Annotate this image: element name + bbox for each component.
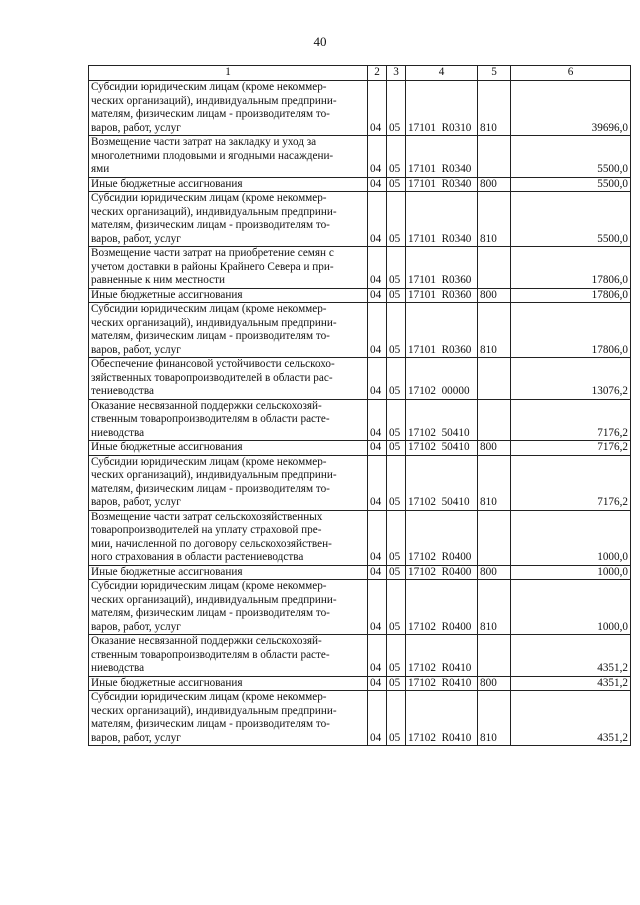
- row-target-code-cell: 17102 R0410: [406, 676, 478, 691]
- row-expense-type-cell: [478, 635, 511, 677]
- row-target-code-cell: 17101 R0360: [406, 247, 478, 289]
- row-section-cell: 04: [368, 691, 387, 746]
- row-name-cell: Субсидии юридическим лицам (кроме некоммер- ческих организаций), индивидуальным предприни- мателям, физическим лицам - производителям то- варов, работ, услуг: [89, 455, 368, 510]
- row-amount-cell: 4351,2: [511, 691, 631, 746]
- row-name-cell: Субсидии юридическим лицам (кроме некоммер- ческих организаций), индивидуальным предприни- мателям, физическим лицам - производителям то- варов, работ, услуг: [89, 691, 368, 746]
- row-expense-type-cell: 810: [478, 81, 511, 136]
- row-section-cell: 04: [368, 676, 387, 691]
- page-number: 40: [313, 34, 327, 49]
- table-row: [89, 247, 631, 289]
- row-name-cell: Обеспечение финансовой устойчивости сельскохо- зяйственных товаропроизводителей в области рас- тениеводства: [89, 358, 368, 400]
- table-row: [89, 177, 631, 192]
- row-expense-type-cell: 800: [478, 441, 511, 456]
- table-row: [89, 399, 631, 441]
- row-expense-type-cell: 810: [478, 192, 511, 247]
- row-target-code-cell: 17101 R0310: [406, 81, 478, 136]
- row-target-code-cell: 17102 R0400: [406, 565, 478, 580]
- table-header-row: [89, 66, 631, 81]
- row-target-code-cell: 17101 R0340: [406, 192, 478, 247]
- row-expense-type-cell: 800: [478, 565, 511, 580]
- row-name-cell: Иные бюджетные ассигнования: [89, 676, 368, 691]
- row-subsection-cell: 05: [387, 136, 406, 178]
- row-section-cell: 04: [368, 510, 387, 565]
- row-name-cell: Субсидии юридическим лицам (кроме некоммер- ческих организаций), индивидуальным предприни- мателям, физическим лицам - производителям то- варов, работ, услуг: [89, 192, 368, 247]
- row-expense-type-cell: [478, 247, 511, 289]
- table-row: [89, 192, 631, 247]
- row-name-cell: Субсидии юридическим лицам (кроме некоммер- ческих организаций), индивидуальным предприни- мателям, физическим лицам - производителям то- варов, работ, услуг: [89, 580, 368, 635]
- table-body: [89, 81, 631, 746]
- row-amount-cell: 17806,0: [511, 247, 631, 289]
- row-section-cell: 04: [368, 635, 387, 677]
- row-expense-type-cell: [478, 510, 511, 565]
- row-subsection-cell: 05: [387, 455, 406, 510]
- row-amount-cell: 1000,0: [511, 580, 631, 635]
- table-row: [89, 81, 631, 136]
- row-section-cell: 04: [368, 247, 387, 289]
- row-subsection-cell: 05: [387, 192, 406, 247]
- row-name-cell: Иные бюджетные ассигнования: [89, 288, 368, 303]
- row-section-cell: 04: [368, 136, 387, 178]
- row-amount-cell: 13076,2: [511, 358, 631, 400]
- row-expense-type-cell: 800: [478, 676, 511, 691]
- row-section-cell: 04: [368, 441, 387, 456]
- row-target-code-cell: 17101 R0340: [406, 177, 478, 192]
- row-amount-cell: 7176,2: [511, 399, 631, 441]
- table-row: [89, 691, 631, 746]
- row-target-code-cell: 17102 R0400: [406, 580, 478, 635]
- row-name-cell: Иные бюджетные ассигнования: [89, 177, 368, 192]
- row-name-cell: Возмещение части затрат на приобретение семян с учетом доставки в районы Крайнего Севера и при- равненные к ним местности: [89, 247, 368, 289]
- row-section-cell: 04: [368, 455, 387, 510]
- row-expense-type-cell: [478, 136, 511, 178]
- row-subsection-cell: 05: [387, 288, 406, 303]
- row-subsection-cell: 05: [387, 303, 406, 358]
- row-name-cell: Иные бюджетные ассигнования: [89, 441, 368, 456]
- row-section-cell: 04: [368, 303, 387, 358]
- row-section-cell: 04: [368, 565, 387, 580]
- table-row: [89, 580, 631, 635]
- row-subsection-cell: 05: [387, 247, 406, 289]
- header-col-1: 1: [89, 66, 368, 81]
- row-name-cell: Возмещение части затрат сельскохозяйственных товаропроизводителей на уплату страховой пре- мии, начисленной по договору сельскохозяйствен- ного страхования в области растениеводства: [89, 510, 368, 565]
- row-section-cell: 04: [368, 177, 387, 192]
- row-amount-cell: 4351,2: [511, 676, 631, 691]
- row-subsection-cell: 05: [387, 358, 406, 400]
- row-amount-cell: 4351,2: [511, 635, 631, 677]
- row-target-code-cell: 17101 R0360: [406, 288, 478, 303]
- row-expense-type-cell: 810: [478, 580, 511, 635]
- table-row: [89, 303, 631, 358]
- header-col-5: 5: [478, 66, 511, 81]
- table-row: [89, 441, 631, 456]
- row-amount-cell: 5500,0: [511, 177, 631, 192]
- row-subsection-cell: 05: [387, 81, 406, 136]
- row-name-cell: Иные бюджетные ассигнования: [89, 565, 368, 580]
- table-row: [89, 455, 631, 510]
- row-amount-cell: 5500,0: [511, 192, 631, 247]
- row-expense-type-cell: 800: [478, 288, 511, 303]
- row-subsection-cell: 05: [387, 441, 406, 456]
- row-target-code-cell: 17102 50410: [406, 441, 478, 456]
- row-amount-cell: 1000,0: [511, 565, 631, 580]
- row-section-cell: 04: [368, 192, 387, 247]
- row-amount-cell: 17806,0: [511, 288, 631, 303]
- row-expense-type-cell: 810: [478, 303, 511, 358]
- row-subsection-cell: 05: [387, 691, 406, 746]
- row-section-cell: 04: [368, 358, 387, 400]
- row-subsection-cell: 05: [387, 565, 406, 580]
- row-name-cell: Субсидии юридическим лицам (кроме некоммер- ческих организаций), индивидуальным предприни- мателям, физическим лицам - производителям то- варов, работ, услуг: [89, 81, 368, 136]
- row-expense-type-cell: 810: [478, 455, 511, 510]
- row-name-cell: Оказание несвязанной поддержки сельскохозяй- ственным товаропроизводителям в области расте- ниеводства: [89, 399, 368, 441]
- row-name-cell: Субсидии юридическим лицам (кроме некоммер- ческих организаций), индивидуальным предприни- мателям, физическим лицам - производителям то- варов, работ, услуг: [89, 303, 368, 358]
- row-target-code-cell: 17102 00000: [406, 358, 478, 400]
- table-row: [89, 136, 631, 178]
- header-col-2: 2: [368, 66, 387, 81]
- row-subsection-cell: 05: [387, 177, 406, 192]
- row-target-code-cell: 17102 R0400: [406, 510, 478, 565]
- row-amount-cell: 5500,0: [511, 136, 631, 178]
- row-expense-type-cell: [478, 399, 511, 441]
- row-expense-type-cell: [478, 358, 511, 400]
- row-target-code-cell: 17102 R0410: [406, 691, 478, 746]
- table-row: [89, 565, 631, 580]
- table-row: [89, 288, 631, 303]
- header-col-6: 6: [511, 66, 631, 81]
- row-expense-type-cell: 800: [478, 177, 511, 192]
- row-subsection-cell: 05: [387, 399, 406, 441]
- table-row: [89, 510, 631, 565]
- row-section-cell: 04: [368, 580, 387, 635]
- row-amount-cell: 17806,0: [511, 303, 631, 358]
- row-target-code-cell: 17101 R0340: [406, 136, 478, 178]
- row-subsection-cell: 05: [387, 580, 406, 635]
- row-target-code-cell: 17102 50410: [406, 455, 478, 510]
- table-row: [89, 358, 631, 400]
- row-amount-cell: 7176,2: [511, 441, 631, 456]
- row-subsection-cell: 05: [387, 510, 406, 565]
- row-expense-type-cell: 810: [478, 691, 511, 746]
- row-section-cell: 04: [368, 81, 387, 136]
- row-subsection-cell: 05: [387, 676, 406, 691]
- header-col-3: 3: [387, 66, 406, 81]
- row-name-cell: Оказание несвязанной поддержки сельскохозяй- ственным товаропроизводителям в области расте- ниеводства: [89, 635, 368, 677]
- row-target-code-cell: 17102 R0410: [406, 635, 478, 677]
- table-row: [89, 635, 631, 677]
- row-name-cell: Возмещение части затрат на закладку и уход за многолетними плодовыми и ягодными насаждени- ями: [89, 136, 368, 178]
- budget-table: [88, 65, 631, 746]
- row-section-cell: 04: [368, 288, 387, 303]
- row-target-code-cell: 17101 R0360: [406, 303, 478, 358]
- row-amount-cell: 1000,0: [511, 510, 631, 565]
- row-subsection-cell: 05: [387, 635, 406, 677]
- table-row: [89, 676, 631, 691]
- row-amount-cell: 7176,2: [511, 455, 631, 510]
- row-amount-cell: 39696,0: [511, 81, 631, 136]
- row-section-cell: 04: [368, 399, 387, 441]
- row-target-code-cell: 17102 50410: [406, 399, 478, 441]
- header-col-4: 4: [406, 66, 478, 81]
